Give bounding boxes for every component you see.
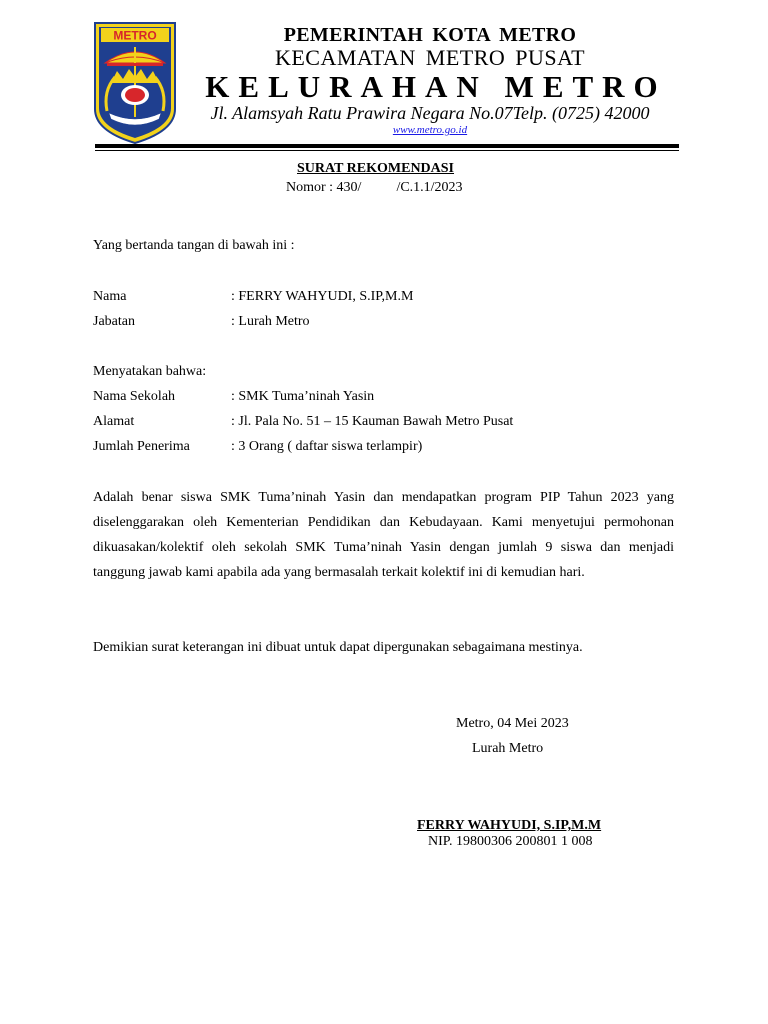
header-divider-thin — [95, 150, 679, 151]
letterhead-village: KELURAHAN METRO — [205, 69, 667, 104]
header-divider-thick — [95, 144, 679, 148]
field-value-jabatan: : Lurah Metro — [231, 314, 310, 329]
field-label-nama: Nama — [93, 289, 127, 304]
field-value-nama-sekolah: : SMK Tuma’ninah Yasin — [231, 389, 375, 404]
intro-text: Yang bertanda tangan di bawah ini : — [93, 238, 295, 253]
field-label-jabatan: Jabatan — [93, 314, 135, 329]
closing-text: Demikian surat keterangan ini dibuat untuk dapat dipergunakan sebagaimana mestinya. — [93, 640, 583, 655]
field-value-jumlah-penerima: : 3 Orang ( daftar siswa terlampir) — [231, 439, 423, 454]
field-label-alamat: Alamat — [93, 414, 135, 429]
body-paragraph: Adalah benar siswa SMK Tuma’ninah Yasin dan mendapatkan program PIP Tahun 2023 yang diselenggarakan oleh Kementerian Pendidikan dan Kebudayaan. Kami menyetujui permohonan dikuasakan/kolektif oleh sekolah SMK Tuma’ninah Yasin dengan jumlah 9 siswa dan menjadi tanggung jawab kami apabila ada yang bermasalah terkait kolektif ini di kemudian hari. — [93, 490, 674, 580]
letterhead-address: Jl. Alamsyah Ratu Prawira Negara No.07Telp. (0725) 42000 — [210, 103, 650, 123]
letter-number: Nomor : 430/ /C.1.1/2023 — [286, 180, 463, 195]
letterhead-government: PEMERINTAH KOTA METRO — [283, 24, 577, 46]
statement-intro: Menyatakan bahwa: — [93, 364, 207, 379]
letter-title: SURAT REKOMENDASI — [297, 161, 455, 176]
field-label-jumlah-penerima: Jumlah Penerima — [93, 439, 190, 454]
signer-position: Lurah Metro — [472, 741, 544, 756]
field-value-nama: : FERRY WAHYUDI, S.IP,M.M — [231, 289, 414, 304]
letterhead-district: KECAMATAN METRO PUSAT — [274, 45, 586, 70]
signer-nip: NIP. 19800306 200801 1 008 — [428, 834, 593, 849]
field-label-nama-sekolah: Nama Sekolah — [93, 389, 176, 404]
place-date: Metro, 04 Mei 2023 — [456, 716, 569, 731]
signer-name: FERRY WAHYUDI, S.IP,M.M — [417, 818, 602, 833]
svg-text:METRO: METRO — [113, 28, 157, 43]
city-emblem-logo — [93, 21, 177, 145]
letterhead-website-link[interactable]: www.metro.go.id — [392, 124, 468, 136]
field-value-alamat: : Jl. Pala No. 51 – 15 Kauman Bawah Metro Pusat — [231, 414, 514, 429]
